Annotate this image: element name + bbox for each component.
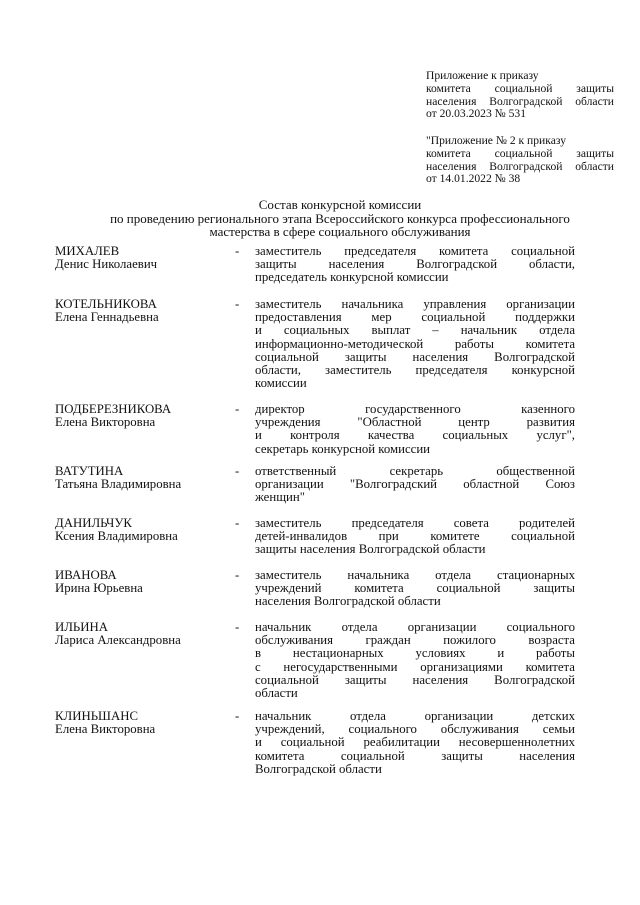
role-line: обслуживания граждан пожилого возраста xyxy=(255,633,575,648)
member-dash: - xyxy=(235,620,240,634)
member-role xyxy=(255,569,575,609)
member-role xyxy=(255,621,575,700)
member-given-name: Ксения Владимировна xyxy=(55,529,178,543)
role-line: учреждений комитета социальной защиты xyxy=(255,581,575,596)
member-dash: - xyxy=(235,464,240,478)
appendix-original-block xyxy=(426,135,614,186)
role-line: заместитель начальника управления организации xyxy=(255,297,575,311)
role-line: социальной защиты населения Волгоградской xyxy=(255,672,575,687)
role-line: населения Волгоградской области xyxy=(255,594,441,609)
member-given-name: Елена Викторовна xyxy=(55,722,156,736)
member-given-name: Елена Викторовна xyxy=(55,415,156,429)
role-line: учреждений, социального обслуживания семьи xyxy=(255,722,575,737)
role-line: директор государственного казенного xyxy=(255,402,575,416)
member-surname: КОТЕЛЬНИКОВА xyxy=(55,297,157,311)
role-line: информационно-методической работы комитета xyxy=(255,336,575,351)
role-line: комиссии xyxy=(255,376,307,391)
appendix-line: от 14.01.2022 № 38 xyxy=(426,172,521,186)
member-surname: МИХАЛЕВ xyxy=(55,244,120,258)
role-line: заместитель председателя совета родителей xyxy=(255,516,575,530)
role-line: защиты населения Волгоградской области, xyxy=(255,257,575,272)
appendix-line: населения Волгоградской области xyxy=(426,159,614,173)
member-role xyxy=(255,298,575,390)
role-line: начальник отдела организации социального xyxy=(255,620,575,634)
role-line: заместитель начальника отдела стационарных xyxy=(255,568,575,582)
member-role xyxy=(255,465,575,505)
member-given-name: Лариса Александровна xyxy=(55,633,181,647)
role-line: ответственный секретарь общественной xyxy=(255,464,575,478)
member-surname: ИВАНОВА xyxy=(55,568,117,582)
role-line: и социальной реабилитации несовершеннолетних xyxy=(255,735,575,750)
role-line: защиты населения Волгоградской области xyxy=(255,542,486,557)
role-line: и контроля качества социальных услуг", xyxy=(255,428,575,443)
member-surname: ПОДБЕРЕЗНИКОВА xyxy=(55,402,172,416)
role-line: области xyxy=(255,686,298,701)
member-surname: ВАТУТИНА xyxy=(55,464,124,478)
role-line: начальник отдела организации детских xyxy=(255,709,575,723)
member-given-name: Денис Николаевич xyxy=(55,257,158,271)
role-line: с негосударственными организациями комитета xyxy=(255,659,575,674)
member-given-name: Елена Геннадьевна xyxy=(55,310,159,324)
member-role xyxy=(255,517,575,557)
title-line: мастерства в сфере социального обслуживания xyxy=(209,224,471,239)
role-line: учреждения "Областной центр развития xyxy=(255,415,575,430)
appendix-line: от 20.03.2023 № 531 xyxy=(426,107,527,121)
role-line: предоставления мер социальной поддержки xyxy=(255,310,575,325)
title-line: по проведению регионального этапа Всероссийского конкурса профессионального xyxy=(110,210,570,226)
appendix-line: "Приложение № 2 к приказу xyxy=(426,134,566,147)
role-line: социальной защиты населения Волгоградской xyxy=(255,349,575,364)
role-line: заместитель председателя комитета социальной xyxy=(255,244,575,258)
role-line: и социальных выплат – начальник отдела xyxy=(255,323,575,338)
role-line: секретарь конкурсной комиссии xyxy=(255,441,431,456)
appendix-line: населения Волгоградской области xyxy=(426,94,614,108)
role-line: детей-инвалидов при комитете социальной xyxy=(255,529,575,544)
role-line: организации "Волгоградский областной Союз xyxy=(255,477,575,492)
member-surname: КЛИНЬШАНС xyxy=(55,709,138,723)
member-dash: - xyxy=(235,244,240,258)
member-dash: - xyxy=(235,297,240,311)
member-role xyxy=(255,245,575,285)
role-line: в нестационарных условиях и работы xyxy=(255,646,575,661)
member-given-name: Ирина Юрьевна xyxy=(55,581,143,595)
member-given-name: Татьяна Владимировна xyxy=(55,477,182,491)
member-dash: - xyxy=(235,709,240,723)
role-line: Волгоградской области xyxy=(255,761,382,776)
appendix-current-block xyxy=(426,70,614,121)
member-dash: - xyxy=(235,516,240,530)
member-surname: ИЛЬИНА xyxy=(55,620,108,634)
role-line: женщин" xyxy=(255,490,305,505)
appendix-line: Приложение к приказу xyxy=(426,69,539,82)
appendix-line: комитета социальной защиты xyxy=(426,146,614,160)
member-role xyxy=(255,403,575,456)
member-dash: - xyxy=(235,568,240,582)
member-role xyxy=(255,710,575,776)
role-line: председатель конкурсной комиссии xyxy=(255,270,449,285)
role-line: комитета социальной защиты населения xyxy=(255,748,575,763)
member-dash: - xyxy=(235,402,240,416)
role-line: области, заместитель председателя конкурсной xyxy=(255,363,575,378)
appendix-line: комитета социальной защиты xyxy=(426,81,614,95)
document-title xyxy=(60,198,620,239)
title-line: Состав конкурсной комиссии xyxy=(258,197,422,212)
member-surname: ДАНИЛЬЧУК xyxy=(55,516,132,530)
